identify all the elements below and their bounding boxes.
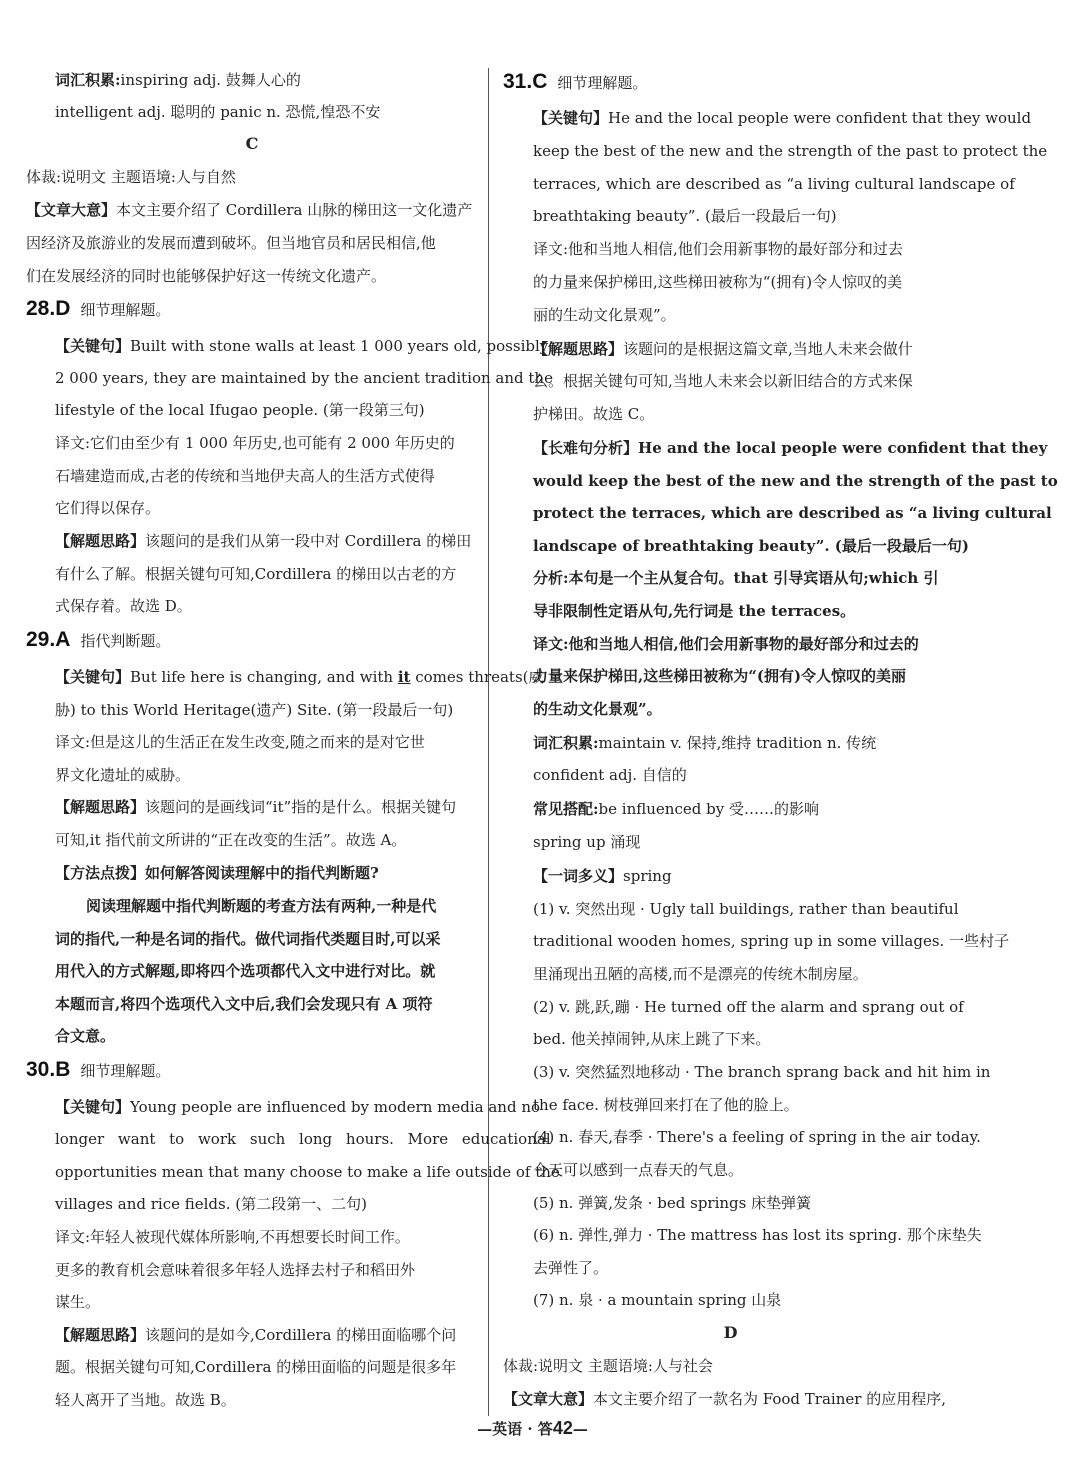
genre-line: 体裁:说明文 主题语境:人与自然 (26, 168, 236, 186)
q31-long-2: would keep the best of the new and the strength of the past to (533, 472, 1058, 490)
main-idea-line-1: 【文章大意】本文主要介绍了 Cordillera 山脉的梯田这一文化遗产 (26, 201, 473, 219)
q31-idea-2: 么。根据关键句可知,当地人未来会以新旧结合的方式来保 (533, 372, 913, 390)
q31-key-1: 【关键句】He and the local people were confident that they would (533, 109, 1032, 127)
q31-vocab-2: confident adj. 自信的 (533, 766, 687, 784)
q28-trans-2: 石墙建造而成,古老的传统和当地伊夫高人的生活方式使得 (55, 467, 435, 485)
vocab-line-1: 词汇积累:inspiring adj. 鼓舞人心的 (55, 71, 301, 89)
q31-trans2-3: 的生动文化景观”。 (533, 700, 662, 718)
q28-idea-2: 有什么了解。根据关键句可知,Cordillera 的梯田以古老的方 (55, 565, 457, 583)
q29-key-2: 胁) to this World Heritage(遗产) Site. (第一段最后一句) (55, 701, 454, 719)
q31-idea-1: 【解题思路】该题问的是根据这篇文章,当地人未来会做什 (533, 340, 913, 358)
sense-line: 里涌现出丑陋的高楼,而不是漂亮的传统木制房屋。 (533, 965, 868, 983)
sense-line: (3) v. 突然猛烈地移动 · The branch sprang back and hit him in (533, 1063, 991, 1081)
sense-line: (6) n. 弹性,弹力 · The mattress has lost its spring. 那个床垫失 (533, 1226, 982, 1244)
q29-heading: 29.A 指代判断题。 (26, 628, 171, 651)
q30-trans-1: 译文:年轻人被现代媒体所影响,不再想要长时间工作。 (55, 1228, 410, 1246)
q30-trans-2: 更多的教育机会意味着很多年轻人选择去村子和稻田外 (55, 1261, 416, 1279)
sense-line: 去弹性了。 (533, 1259, 609, 1277)
main-idea-line-2: 因经济及旅游业的发展而遭到破坏。但当地官员和居民相信,他 (26, 234, 436, 252)
q31-polysemy-heading: 【一词多义】spring (533, 867, 672, 885)
q29-method-1: 阅读理解题中指代判断题的考查方法有两种,一种是代 (86, 897, 437, 915)
q28-trans-1: 译文:它们由至少有 1 000 年历史,也可能有 2 000 年历史的 (55, 434, 455, 452)
q30-idea-1: 【解题思路】该题问的是如今,Cordillera 的梯田面临哪个问 (55, 1326, 457, 1344)
q28-heading: 28.D 细节理解题。 (26, 297, 171, 320)
footer-prefix: —英语 · 答 (477, 1420, 553, 1438)
vocab-line-2: intelligent adj. 聪明的 panic n. 恐慌,惶恐不安 (55, 103, 381, 121)
sense-line: (5) n. 弹簧,发条 · bed springs 床垫弹簧 (533, 1194, 812, 1212)
sense-line: 今天可以感到一点春天的气息。 (533, 1161, 744, 1179)
q28-key-2: 2 000 years, they are maintained by the ancient tradition and the (55, 369, 553, 387)
q31-idea-3: 护梯田。故选 C。 (533, 405, 655, 423)
page-footer (0, 1418, 1065, 1439)
q31-analysis-1: 分析:本句是一个主从复合句。that 引导宾语从句;which 引 (533, 569, 939, 587)
q28-idea-3: 式保存着。故选 D。 (55, 597, 192, 615)
sense-line: (7) n. 泉 · a mountain spring 山泉 (533, 1291, 782, 1309)
q30-idea-3: 轻人离开了当地。故选 B。 (55, 1391, 236, 1409)
sense-line: (1) v. 突然出现 · Ugly tall buildings, rather than beautiful (533, 900, 959, 918)
q31-collocation-1: 常见搭配:be influenced by 受……的影响 (533, 800, 819, 818)
q28-trans-3: 它们得以保存。 (55, 499, 161, 517)
q31-analysis-2: 导非限制性定语从句,先行词是 the terraces。 (533, 602, 856, 620)
section-c-heading: C (245, 134, 259, 153)
page-number: 42 (552, 1418, 573, 1438)
q30-trans-3: 谋生。 (55, 1293, 101, 1311)
q28-key-1: 【关键句】Built with stone walls at least 1 000 years old, possibly (55, 337, 549, 355)
genre-line-d: 体裁:说明文 主题语境:人与社会 (503, 1357, 713, 1375)
q28-key-3: lifestyle of the local Ifugao people. (第一段第三句) (55, 401, 425, 419)
q31-key-2: keep the best of the new and the strength of the past to protect the (533, 142, 1048, 160)
q31-long-4: landscape of breathtaking beauty”. (最后一段最后一句) (533, 537, 970, 555)
q29-trans-1: 译文:但是这儿的生活正在发生改变,随之而来的是对它世 (55, 733, 425, 751)
footer-suffix: — (572, 1420, 588, 1438)
q28-idea-1: 【解题思路】该题问的是我们从第一段中对 Cordillera 的梯田 (55, 532, 472, 550)
q31-key-3: terraces, which are described as “a living cultural landscape of (533, 175, 1015, 193)
q31-key-4: breathtaking beauty”. (最后一段最后一句) (533, 207, 837, 225)
q29-idea-1: 【解题思路】该题问的是画线词“it”指的是什么。根据关键句 (55, 798, 457, 816)
q30-heading: 30.B 细节理解题。 (26, 1058, 171, 1081)
sense-line: bed. 他关掉闹钟,从床上跳了下来。 (533, 1030, 771, 1048)
q29-method-5: 合文意。 (55, 1027, 116, 1045)
q29-idea-2: 可知,it 指代前文所讲的“正在改变的生活”。故选 A。 (55, 831, 407, 849)
q30-key-1: 【关键句】Young people are influenced by modern media and no (55, 1098, 541, 1116)
q31-trans-1: 译文:他和当地人相信,他们会用新事物的最好部分和过去 (533, 240, 903, 258)
q29-method-3: 用代入的方式解题,即将四个选项都代入文中进行对比。就 (55, 962, 436, 980)
q31-trans2-2: 力量来保护梯田,这些梯田被称为“(拥有)令人惊叹的美丽 (533, 667, 907, 685)
q31-trans2-1: 译文:他和当地人相信,他们会用新事物的最好部分和过去的 (533, 635, 919, 653)
q29-trans-2: 界文化遗址的威胁。 (55, 766, 191, 784)
sense-line: (2) v. 跳,跃,蹦 · He turned off the alarm and sprang out of (533, 998, 964, 1016)
sense-line: traditional wooden homes, spring up in some villages. 一些村子 (533, 932, 1010, 950)
main-idea-d: 【文章大意】本文主要介绍了一款名为 Food Trainer 的应用程序, (503, 1390, 946, 1408)
section-d-heading: D (723, 1323, 738, 1342)
q30-idea-2: 题。根据关键句可知,Cordillera 的梯田面临的问题是很多年 (55, 1358, 457, 1376)
q30-key-3: opportunities mean that many choose to make a life outside of the (55, 1163, 560, 1181)
q31-long-3: protect the terraces, which are described as “a living cultural (533, 504, 1052, 522)
q31-trans-3: 丽的生动文化景观”。 (533, 306, 676, 324)
sense-line: the face. 树枝弹回来打在了他的脸上。 (533, 1096, 799, 1114)
main-idea-line-3: 们在发展经济的同时也能够保护好这一传统文化遗产。 (26, 267, 387, 285)
q31-collocation-2: spring up 涌现 (533, 833, 641, 851)
q31-trans-2: 的力量来保护梯田,这些梯田被称为“(拥有)令人惊叹的美 (533, 273, 903, 291)
q30-key-4: villages and rice fields. (第二段第一、二句) (55, 1195, 367, 1213)
q30-key-2: longer want to work such long hours. More educational (55, 1130, 551, 1148)
q31-heading: 31.C 细节理解题。 (503, 70, 648, 93)
q29-method-title: 【方法点拨】如何解答阅读理解中的指代判断题? (55, 864, 379, 882)
q29-key-1: 【关键句】But life here is changing, and with it comes threats(威 (55, 668, 544, 686)
q31-long-1: 【长难句分析】He and the local people were confident that they (533, 439, 1048, 457)
sense-line: (4) n. 春天,春季 · There's a feeling of spring in the air today. (533, 1128, 981, 1146)
column-divider (488, 68, 489, 1416)
q31-vocab-1: 词汇积累:maintain v. 保持,维持 tradition n. 传统 (533, 734, 877, 752)
q29-method-4: 本题而言,将四个选项代入文中后,我们会发现只有 A 项符 (55, 995, 433, 1013)
q29-method-2: 词的指代,一种是名词的指代。做代词指代类题目时,可以采 (55, 930, 441, 948)
